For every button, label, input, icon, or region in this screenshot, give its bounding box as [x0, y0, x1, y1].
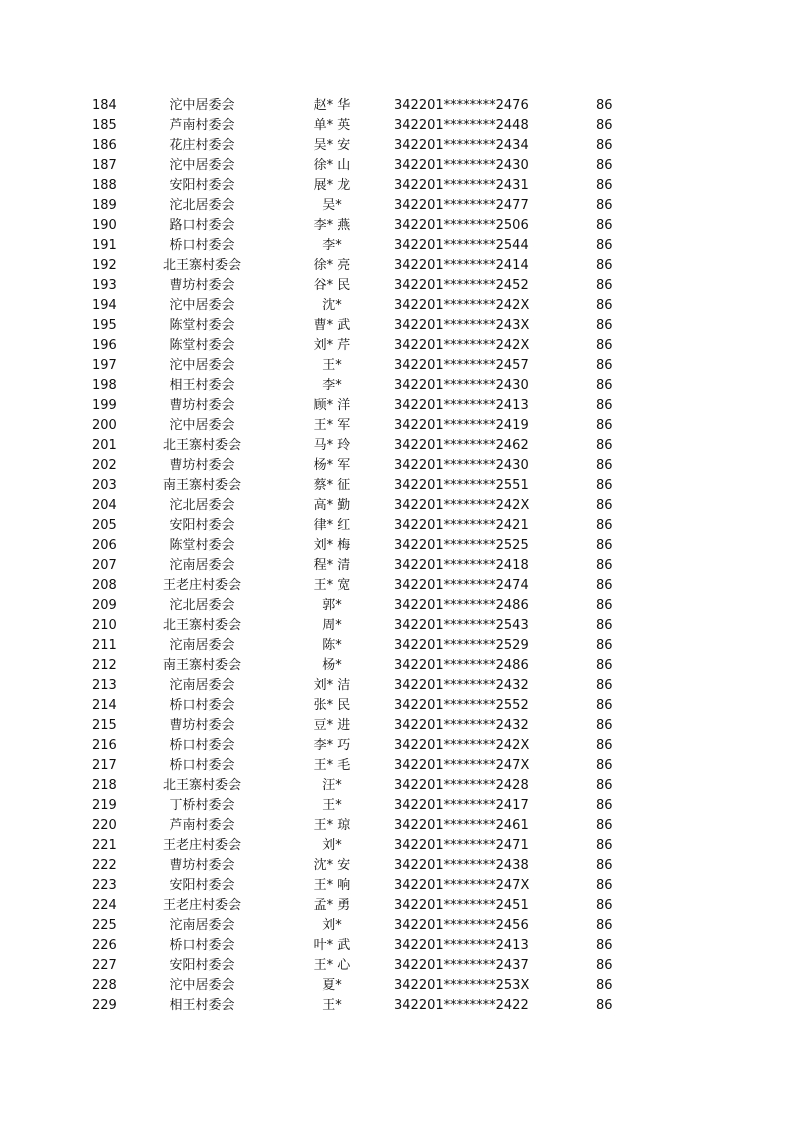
- person-name: 高* 勤: [313, 498, 351, 513]
- committee-name: 芦南村委会: [169, 818, 235, 833]
- table-row: [0, 656, 793, 676]
- committee-name: 曹坊村委会: [169, 398, 235, 413]
- row-number: 223: [92, 878, 117, 893]
- committee-name: 北王寨村委会: [162, 438, 241, 453]
- table-row: [0, 176, 793, 196]
- person-name: 沈*: [322, 298, 342, 313]
- person-name: 王* 毛: [313, 758, 351, 773]
- score-value: 86: [596, 338, 613, 353]
- committee-name: 沱北居委会: [169, 498, 235, 513]
- committee-name: 曹坊村委会: [169, 858, 235, 873]
- person-name: 陈*: [322, 638, 342, 653]
- person-name: 蔡* 征: [313, 478, 351, 493]
- row-number: 198: [92, 378, 117, 393]
- id-number: 342201********2413: [394, 938, 529, 953]
- score-value: 86: [596, 98, 613, 113]
- table-row: [0, 156, 793, 176]
- row-number: 218: [92, 778, 117, 793]
- committee-name: 王老庄村委会: [162, 838, 241, 853]
- row-number: 188: [92, 178, 117, 193]
- score-value: 86: [596, 758, 613, 773]
- id-number: 342201********2462: [394, 438, 529, 453]
- row-number: 194: [92, 298, 117, 313]
- committee-name: 沱中居委会: [169, 158, 235, 173]
- person-name: 王* 宽: [313, 578, 351, 593]
- person-name: 吴* 安: [313, 138, 351, 153]
- id-number: 342201********2529: [394, 638, 529, 653]
- row-number: 217: [92, 758, 117, 773]
- committee-name: 北王寨村委会: [162, 258, 241, 273]
- person-name: 王*: [322, 798, 342, 813]
- id-number: 342201********2486: [394, 598, 529, 613]
- row-number: 226: [92, 938, 117, 953]
- person-name: 汪*: [322, 778, 342, 793]
- id-number: 342201********2422: [394, 998, 529, 1013]
- person-name: 李* 燕: [313, 218, 351, 233]
- committee-name: 相王村委会: [169, 378, 235, 393]
- committee-name: 曹坊村委会: [169, 278, 235, 293]
- person-name: 吴*: [322, 198, 342, 213]
- table-row: [0, 376, 793, 396]
- person-name: 叶* 武: [313, 938, 351, 953]
- id-number: 342201********2428: [394, 778, 529, 793]
- row-number: 212: [92, 658, 117, 673]
- person-name: 赵* 华: [313, 98, 351, 113]
- score-value: 86: [596, 358, 613, 373]
- score-value: 86: [596, 438, 613, 453]
- table-row: [0, 496, 793, 516]
- id-number: 342201********242X: [394, 498, 530, 513]
- table-row: [0, 736, 793, 756]
- id-number: 342201********2421: [394, 518, 529, 533]
- id-number: 342201********2418: [394, 558, 529, 573]
- row-number: 222: [92, 858, 117, 873]
- id-number: 342201********247X: [394, 758, 530, 773]
- committee-name: 沱南居委会: [169, 638, 235, 653]
- row-number: 210: [92, 618, 117, 633]
- table-row: [0, 856, 793, 876]
- committee-name: 沱中居委会: [169, 418, 235, 433]
- table-row: [0, 316, 793, 336]
- person-name: 刘* 芹: [313, 338, 351, 353]
- row-number: 227: [92, 958, 117, 973]
- id-number: 342201********243X: [394, 318, 530, 333]
- row-number: 220: [92, 818, 117, 833]
- committee-name: 王老庄村委会: [162, 578, 241, 593]
- score-value: 86: [596, 718, 613, 733]
- committee-name: 王老庄村委会: [162, 898, 241, 913]
- committee-name: 沱中居委会: [169, 98, 235, 113]
- id-number: 342201********2471: [394, 838, 529, 853]
- id-number: 342201********2430: [394, 458, 529, 473]
- row-number: 190: [92, 218, 117, 233]
- table-row: [0, 816, 793, 836]
- table-row: [0, 436, 793, 456]
- row-number: 221: [92, 838, 117, 853]
- committee-name: 曹坊村委会: [169, 458, 235, 473]
- committee-name: 南王寨村委会: [162, 478, 241, 493]
- score-value: 86: [596, 138, 613, 153]
- person-name: 郭*: [322, 598, 342, 613]
- row-number: 219: [92, 798, 117, 813]
- committee-name: 安阳村委会: [169, 958, 235, 973]
- score-value: 86: [596, 458, 613, 473]
- score-value: 86: [596, 638, 613, 653]
- id-number: 342201********2486: [394, 658, 529, 673]
- row-number: 206: [92, 538, 117, 553]
- id-number: 342201********242X: [394, 298, 530, 313]
- person-name: 杨* 军: [313, 458, 351, 473]
- person-name: 律* 红: [313, 518, 351, 533]
- id-number: 342201********2506: [394, 218, 529, 233]
- committee-name: 沱中居委会: [169, 358, 235, 373]
- committee-name: 相王村委会: [169, 998, 235, 1013]
- table-row: [0, 536, 793, 556]
- id-number: 342201********2414: [394, 258, 529, 273]
- id-number: 342201********2456: [394, 918, 529, 933]
- table-row: [0, 336, 793, 356]
- person-name: 徐* 亮: [313, 258, 351, 273]
- id-number: 342201********2477: [394, 198, 529, 213]
- person-name: 李* 巧: [313, 738, 351, 753]
- id-number: 342201********2430: [394, 158, 529, 173]
- id-number: 342201********2432: [394, 678, 529, 693]
- row-number: 215: [92, 718, 117, 733]
- score-value: 86: [596, 878, 613, 893]
- table-row: [0, 896, 793, 916]
- score-value: 86: [596, 938, 613, 953]
- score-value: 86: [596, 198, 613, 213]
- person-name: 王*: [322, 998, 342, 1013]
- table-row: [0, 936, 793, 956]
- table-row: [0, 616, 793, 636]
- row-number: 184: [92, 98, 117, 113]
- row-number: 186: [92, 138, 117, 153]
- committee-name: 丁桥村委会: [169, 798, 235, 813]
- table-row: [0, 576, 793, 596]
- id-number: 342201********2544: [394, 238, 529, 253]
- score-value: 86: [596, 978, 613, 993]
- person-name: 王*: [322, 358, 342, 373]
- row-number: 201: [92, 438, 117, 453]
- person-name: 孟* 勇: [313, 898, 351, 913]
- person-name: 王* 军: [313, 418, 351, 433]
- row-number: 197: [92, 358, 117, 373]
- id-number: 342201********2525: [394, 538, 529, 553]
- committee-name: 沱南居委会: [169, 678, 235, 693]
- table-row: [0, 716, 793, 736]
- table-row: [0, 356, 793, 376]
- person-name: 徐* 山: [313, 158, 351, 173]
- person-name: 周*: [322, 618, 342, 633]
- committee-name: 沱中居委会: [169, 298, 235, 313]
- table-row: [0, 596, 793, 616]
- table-row: [0, 416, 793, 436]
- committee-name: 路口村委会: [169, 218, 235, 233]
- committee-name: 沱中居委会: [169, 978, 235, 993]
- score-value: 86: [596, 578, 613, 593]
- person-name: 李*: [322, 378, 342, 393]
- person-name: 谷* 民: [313, 278, 351, 293]
- person-name: 夏*: [322, 978, 342, 993]
- id-number: 342201********2551: [394, 478, 529, 493]
- committee-name: 桥口村委会: [169, 758, 235, 773]
- table-row: [0, 976, 793, 996]
- table-row: [0, 96, 793, 116]
- score-value: 86: [596, 278, 613, 293]
- row-number: 203: [92, 478, 117, 493]
- committee-name: 桥口村委会: [169, 238, 235, 253]
- person-name: 豆* 进: [313, 718, 351, 733]
- row-number: 200: [92, 418, 117, 433]
- id-number: 342201********2452: [394, 278, 529, 293]
- id-number: 342201********2417: [394, 798, 529, 813]
- row-number: 202: [92, 458, 117, 473]
- row-number: 225: [92, 918, 117, 933]
- committee-name: 沱南居委会: [169, 918, 235, 933]
- committee-name: 芦南村委会: [169, 118, 235, 133]
- row-number: 187: [92, 158, 117, 173]
- score-value: 86: [596, 538, 613, 553]
- row-number: 207: [92, 558, 117, 573]
- row-number: 213: [92, 678, 117, 693]
- score-value: 86: [596, 818, 613, 833]
- id-number: 342201********2474: [394, 578, 529, 593]
- table-row: [0, 456, 793, 476]
- committee-name: 陈堂村委会: [169, 538, 235, 553]
- id-number: 342201********2476: [394, 98, 529, 113]
- table-row: [0, 696, 793, 716]
- score-value: 86: [596, 678, 613, 693]
- person-name: 单* 英: [313, 118, 351, 133]
- score-value: 86: [596, 898, 613, 913]
- score-value: 86: [596, 798, 613, 813]
- row-number: 224: [92, 898, 117, 913]
- score-value: 86: [596, 838, 613, 853]
- person-name: 刘* 洁: [313, 678, 351, 693]
- committee-name: 桥口村委会: [169, 738, 235, 753]
- row-number: 208: [92, 578, 117, 593]
- row-number: 195: [92, 318, 117, 333]
- score-value: 86: [596, 478, 613, 493]
- table-row: [0, 476, 793, 496]
- score-value: 86: [596, 158, 613, 173]
- score-value: 86: [596, 998, 613, 1013]
- score-value: 86: [596, 418, 613, 433]
- person-name: 王* 琼: [313, 818, 351, 833]
- table-row: [0, 756, 793, 776]
- score-value: 86: [596, 118, 613, 133]
- person-name: 展* 龙: [313, 178, 351, 193]
- committee-name: 安阳村委会: [169, 178, 235, 193]
- committee-name: 沱北居委会: [169, 598, 235, 613]
- score-value: 86: [596, 598, 613, 613]
- table-row: [0, 136, 793, 156]
- row-number: 205: [92, 518, 117, 533]
- table-row: [0, 236, 793, 256]
- row-number: 228: [92, 978, 117, 993]
- score-value: 86: [596, 498, 613, 513]
- person-name: 顾* 洋: [313, 398, 351, 413]
- committee-name: 陈堂村委会: [169, 338, 235, 353]
- person-name: 张* 民: [313, 698, 351, 713]
- id-number: 342201********2431: [394, 178, 529, 193]
- score-value: 86: [596, 518, 613, 533]
- person-name: 李*: [322, 238, 342, 253]
- committee-name: 沱北居委会: [169, 198, 235, 213]
- id-number: 342201********2413: [394, 398, 529, 413]
- committee-name: 南王寨村委会: [162, 658, 241, 673]
- table-row: [0, 796, 793, 816]
- committee-name: 安阳村委会: [169, 518, 235, 533]
- id-number: 342201********2438: [394, 858, 529, 873]
- row-number: 204: [92, 498, 117, 513]
- person-name: 刘* 梅: [313, 538, 351, 553]
- id-number: 342201********242X: [394, 338, 530, 353]
- score-value: 86: [596, 778, 613, 793]
- row-number: 209: [92, 598, 117, 613]
- id-number: 342201********2461: [394, 818, 529, 833]
- row-number: 214: [92, 698, 117, 713]
- table-row: [0, 556, 793, 576]
- committee-name: 桥口村委会: [169, 938, 235, 953]
- row-number: 211: [92, 638, 117, 653]
- table-row: [0, 996, 793, 1016]
- person-name: 马* 玲: [313, 438, 351, 453]
- row-number: 191: [92, 238, 117, 253]
- committee-name: 北王寨村委会: [162, 618, 241, 633]
- id-number: 342201********2437: [394, 958, 529, 973]
- score-value: 86: [596, 658, 613, 673]
- table-row: [0, 636, 793, 656]
- id-number: 342201********2448: [394, 118, 529, 133]
- committee-name: 曹坊村委会: [169, 718, 235, 733]
- row-number: 229: [92, 998, 117, 1013]
- committee-name: 花庄村委会: [169, 138, 235, 153]
- table-row: [0, 516, 793, 536]
- table-row: [0, 876, 793, 896]
- table-row: [0, 296, 793, 316]
- person-name: 刘*: [322, 918, 342, 933]
- id-number: 342201********2457: [394, 358, 529, 373]
- id-number: 342201********253X: [394, 978, 530, 993]
- score-value: 86: [596, 398, 613, 413]
- committee-name: 陈堂村委会: [169, 318, 235, 333]
- person-name: 王* 心: [313, 958, 351, 973]
- table-row: [0, 256, 793, 276]
- table-row: [0, 836, 793, 856]
- row-number: 216: [92, 738, 117, 753]
- row-number: 185: [92, 118, 117, 133]
- table-row: [0, 776, 793, 796]
- table-row: [0, 916, 793, 936]
- row-number: 193: [92, 278, 117, 293]
- id-number: 342201********247X: [394, 878, 530, 893]
- table-row: [0, 196, 793, 216]
- score-value: 86: [596, 918, 613, 933]
- id-number: 342201********242X: [394, 738, 530, 753]
- id-number: 342201********2552: [394, 698, 529, 713]
- score-value: 86: [596, 698, 613, 713]
- id-number: 342201********2451: [394, 898, 529, 913]
- table-row: [0, 216, 793, 236]
- data-table: [0, 96, 793, 1016]
- row-number: 199: [92, 398, 117, 413]
- person-name: 曹* 武: [313, 318, 351, 333]
- score-value: 86: [596, 258, 613, 273]
- table-row: [0, 116, 793, 136]
- row-number: 192: [92, 258, 117, 273]
- id-number: 342201********2543: [394, 618, 529, 633]
- table-row: [0, 276, 793, 296]
- id-number: 342201********2419: [394, 418, 529, 433]
- person-name: 沈* 安: [313, 858, 351, 873]
- score-value: 86: [596, 738, 613, 753]
- score-value: 86: [596, 558, 613, 573]
- person-name: 杨*: [322, 658, 342, 673]
- score-value: 86: [596, 858, 613, 873]
- committee-name: 北王寨村委会: [162, 778, 241, 793]
- score-value: 86: [596, 318, 613, 333]
- row-number: 196: [92, 338, 117, 353]
- person-name: 王* 响: [313, 878, 351, 893]
- id-number: 342201********2432: [394, 718, 529, 733]
- table-row: [0, 956, 793, 976]
- committee-name: 沱南居委会: [169, 558, 235, 573]
- score-value: 86: [596, 958, 613, 973]
- score-value: 86: [596, 378, 613, 393]
- score-value: 86: [596, 178, 613, 193]
- score-value: 86: [596, 298, 613, 313]
- committee-name: 桥口村委会: [169, 698, 235, 713]
- score-value: 86: [596, 238, 613, 253]
- person-name: 刘*: [322, 838, 342, 853]
- id-number: 342201********2434: [394, 138, 529, 153]
- table-row: [0, 396, 793, 416]
- table-row: [0, 676, 793, 696]
- row-number: 189: [92, 198, 117, 213]
- score-value: 86: [596, 218, 613, 233]
- committee-name: 安阳村委会: [169, 878, 235, 893]
- id-number: 342201********2430: [394, 378, 529, 393]
- score-value: 86: [596, 618, 613, 633]
- person-name: 程* 清: [313, 558, 351, 573]
